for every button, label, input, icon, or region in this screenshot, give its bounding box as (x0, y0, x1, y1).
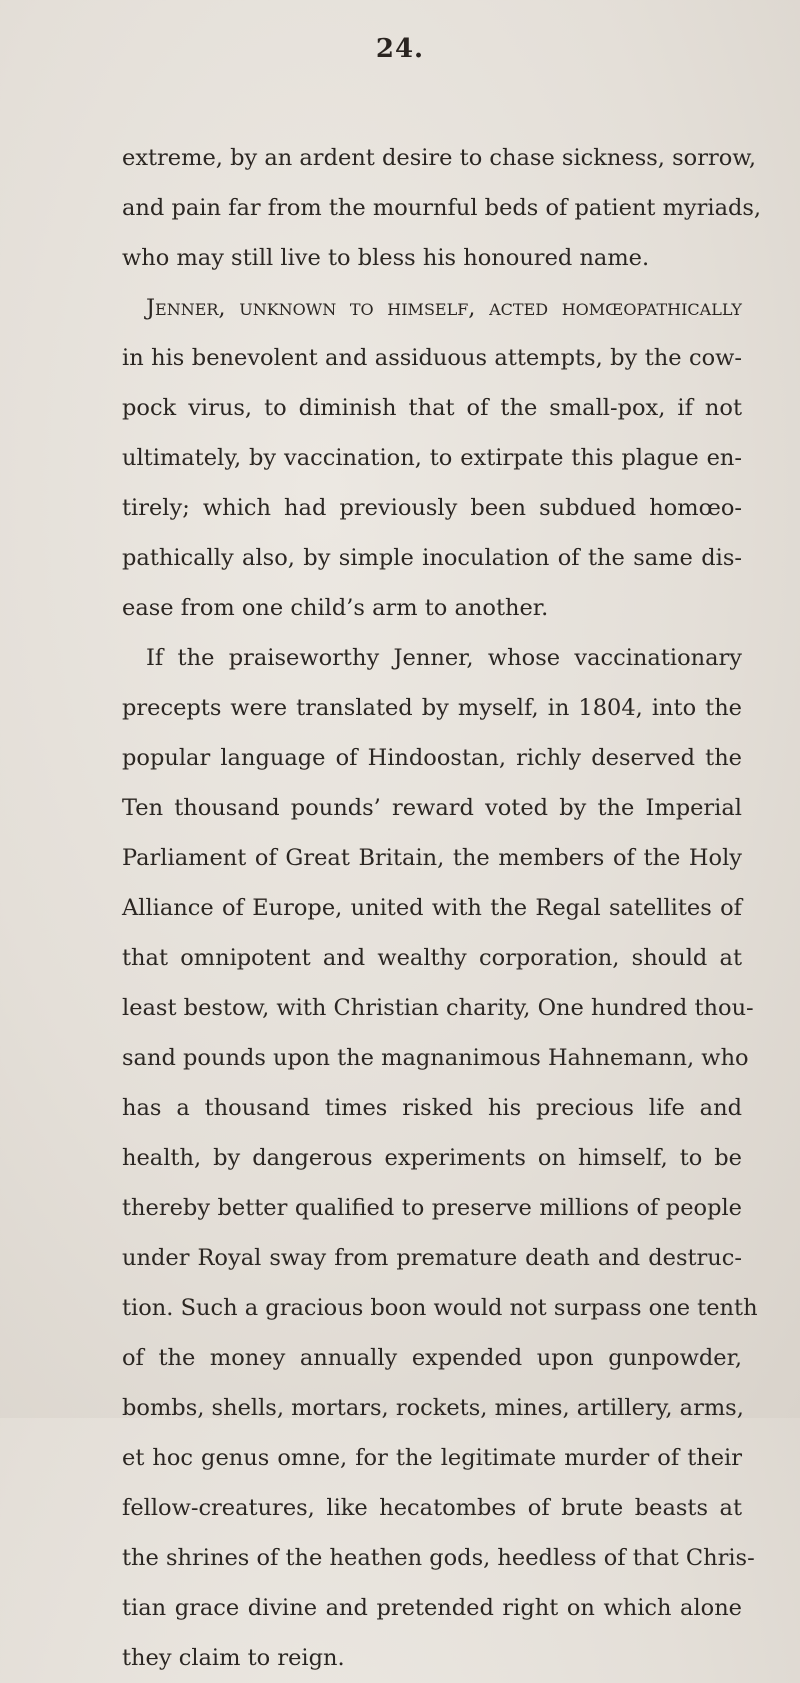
text-line: thereby better qualified to preserve millions of people (122, 1195, 742, 1221)
text-line: least bestow, with Christian charity, One hundred thou- (122, 995, 754, 1021)
text-line: under Royal sway from premature death and destruc- (122, 1245, 742, 1271)
text-line: pock virus, to diminish that of the small-pox, if not (122, 395, 742, 421)
body-text (122, 133, 762, 1683)
text-line: If the praiseworthy Jenner, whose vaccinationary (146, 645, 742, 671)
text-line: sand pounds upon the magnanimous Hahnemann, who (122, 1045, 749, 1071)
text-line: and pain far from the mournful beds of patient myriads, (122, 195, 762, 221)
text-line: et hoc genus omne, for the legitimate murder of their (122, 1445, 742, 1471)
text-line: in his benevolent and assiduous attempts, by the cow- (122, 345, 742, 371)
text-line: pathically also, by simple inoculation of the same dis- (122, 545, 742, 571)
text-line: health, by dangerous experiments on himself, to be (122, 1145, 742, 1171)
text-line: bombs, shells, mortars, rockets, mines, artillery, arms, (122, 1395, 744, 1421)
text-line: the shrines of the heathen gods, heedless of that Chris- (122, 1545, 755, 1571)
text-line: ultimately, by vaccination, to extirpate this plague en- (122, 445, 742, 471)
text-line: Ten thousand pounds’ reward voted by the Imperial (122, 795, 742, 821)
text-line: Parliament of Great Britain, the members of the Holy (122, 845, 742, 871)
text-line: precepts were translated by myself, in 1804, into the (122, 695, 742, 721)
text-line: tirely; which had previously been subdued homœo- (122, 495, 742, 521)
text-line: popular language of Hindoostan, richly deserved the (122, 745, 742, 771)
text-line: of the money annually expended upon gunpowder, (122, 1345, 742, 1371)
text-line: that omnipotent and wealthy corporation, should at (122, 945, 742, 971)
text-line: who may still live to bless his honoured name. (122, 245, 650, 271)
text-line: tian grace divine and pretended right on which alone (122, 1595, 742, 1621)
text-line: Alliance of Europe, united with the Regal satellites of (122, 895, 742, 921)
text-line: extreme, by an ardent desire to chase sickness, sorrow, (122, 145, 756, 171)
text-line: they claim to reign. (122, 1645, 345, 1671)
text-line: tion. Such a gracious boon would not surpass one tenth (122, 1295, 758, 1321)
text-line: ease from one child’s arm to another. (122, 595, 549, 621)
text-line: has a thousand times risked his precious life and (122, 1095, 742, 1121)
text-line: Jenner, unknown to himself, acted homœopathically (146, 295, 742, 321)
text-line: fellow-creatures, like hecatombes of brute beasts at (122, 1495, 742, 1521)
page-number: 24. (375, 34, 425, 64)
